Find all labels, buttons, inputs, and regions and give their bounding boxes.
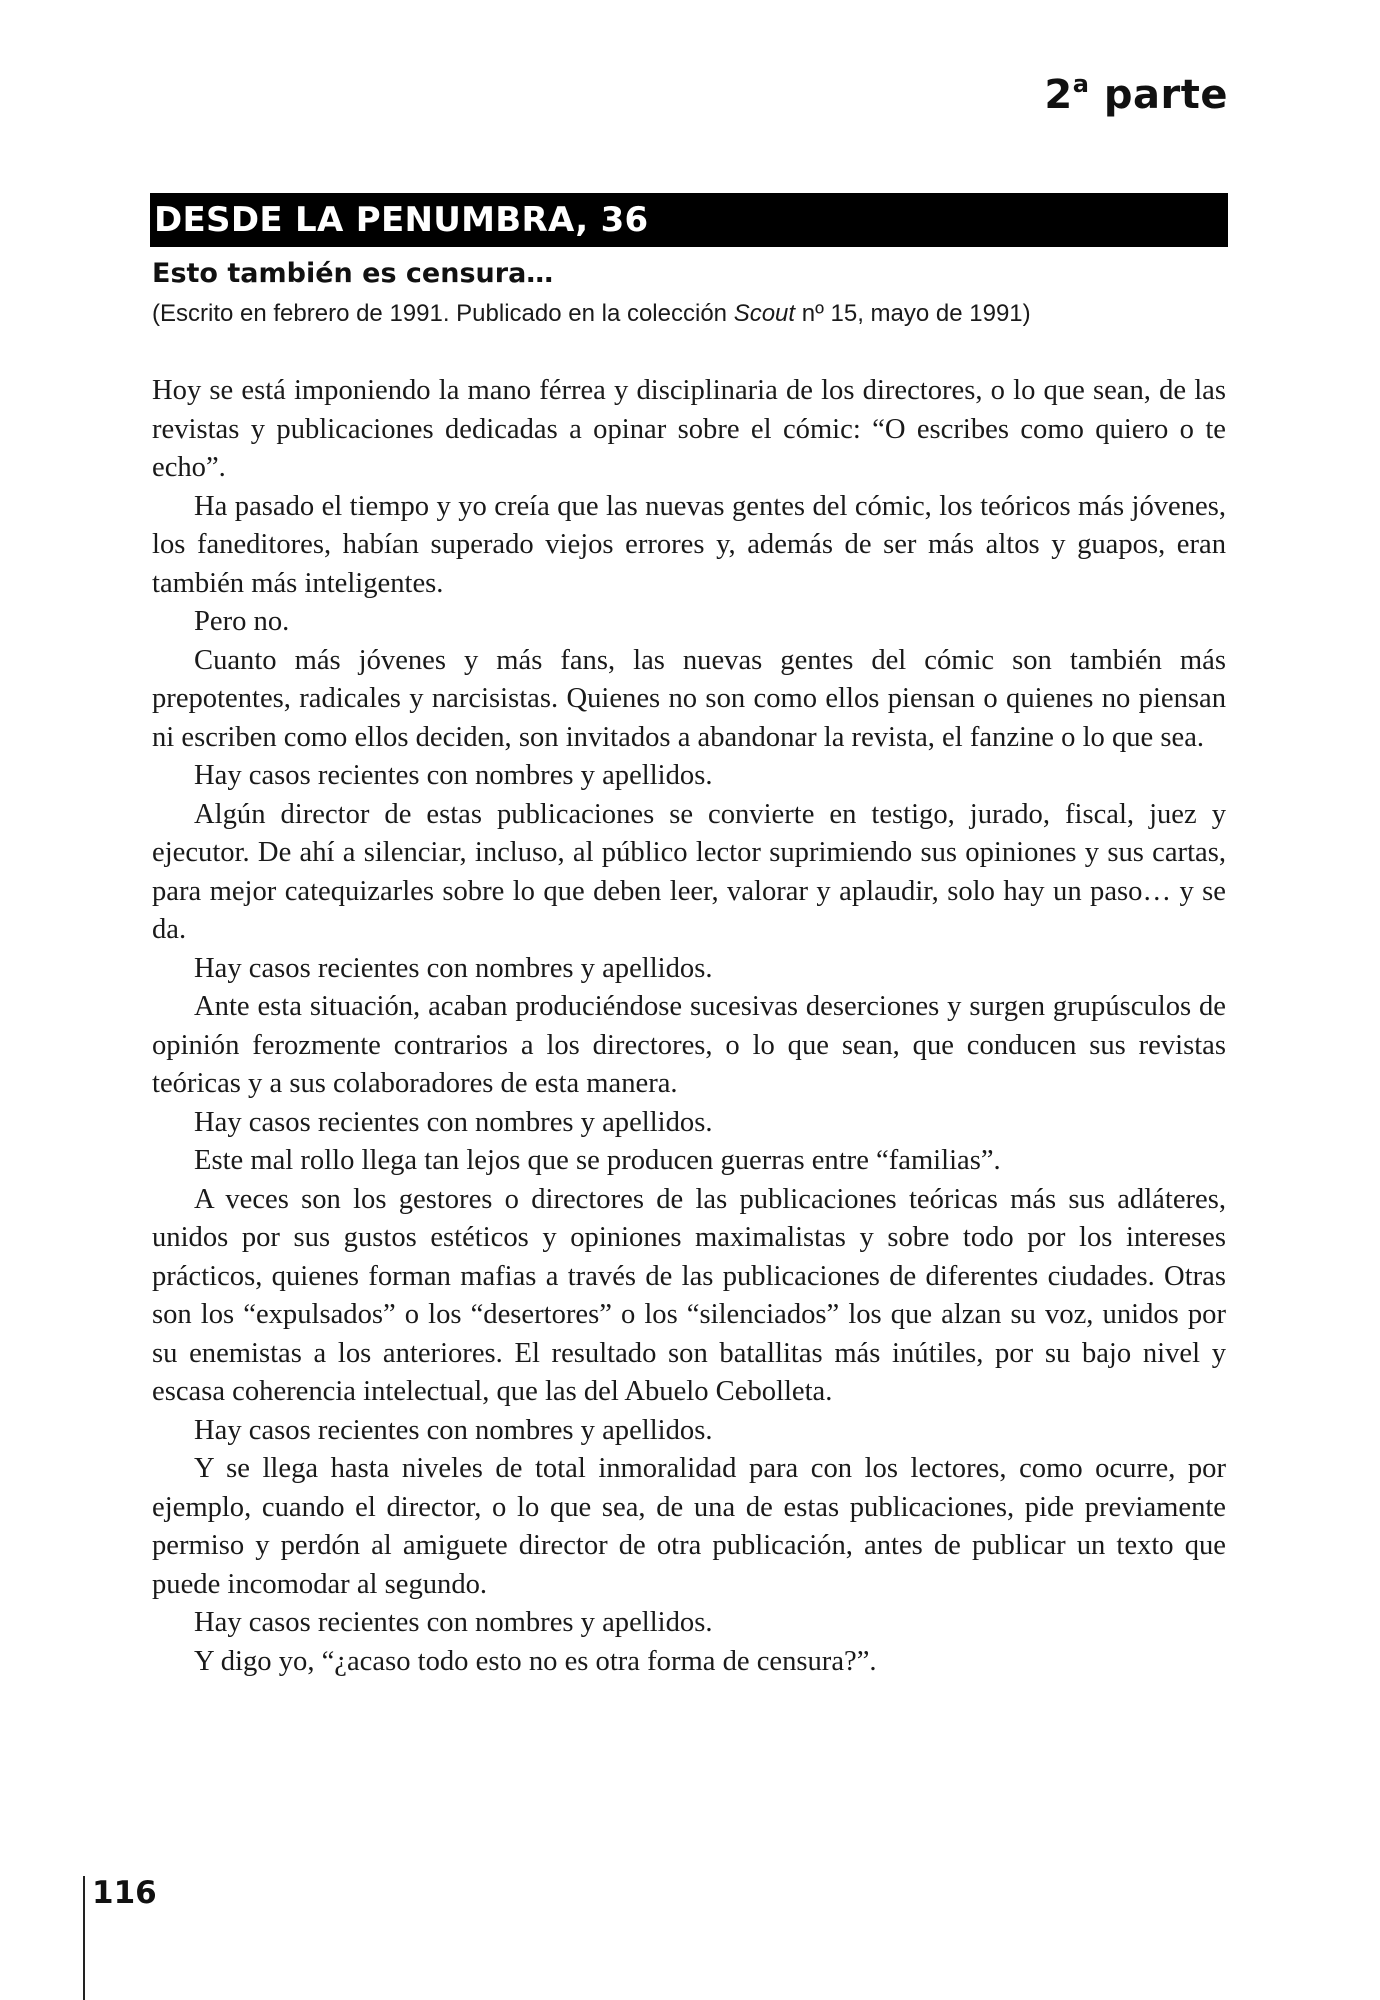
paragraph: Cuanto más jóvenes y más fans, las nuevas gentes del cómic son también más prepotentes, radicales y narcisistas. Quienes no son como ellos piensan o quienes no piensan ni escriben como ellos deciden, son invitados a abandonar la revista, el fanzine o lo que sea. (152, 644, 1226, 753)
paragraph: Este mal rollo llega tan lejos que se producen guerras entre “familias”. (194, 1145, 1001, 1176)
paragraph: A veces son los gestores o directores de las publicaciones teóricas más sus adláteres, unidos por sus gustos estéticos y opiniones maximalistas y sobre todo por los intereses prácticos, quienes forman mafias a través de las publicaciones de diferentes ciudades. Otras son los “expulsados” o los “desertores” o los “silenciados” los que alzan su voz, unidos por su enemistas a los anteriores. El resultado son batallitas más inútiles, por su bajo nivel y escasa coherencia intelectual, que las del Abuelo Cebolleta. (152, 1183, 1226, 1407)
paragraph: Y digo yo, “¿acaso todo esto no es otra forma de censura?”. (194, 1645, 877, 1677)
part-word: parte (1103, 72, 1228, 118)
paragraph: Pero no. (194, 606, 290, 637)
section-title-bar (150, 193, 1228, 247)
article-body (152, 372, 1226, 1681)
paragraph: Y se llega hasta niveles de total inmoralidad para con los lectores, como ocurre, por ejemplo, cuando el director, o lo que sea, de una de estas publicaciones, pide previamente permiso y perdón al amiguete director de otra publicación, antes de publicar un texto que puede incomodar al segundo. (152, 1453, 1226, 1600)
paragraph: Hoy se está imponiendo la mano férrea y disciplinaria de los directores, o lo que sean, de las revistas y publicaciones dedicadas a opinar sobre el cómic: “O escribes como quiero o te echo”. (152, 375, 1226, 483)
part-ordinal: a (1072, 70, 1090, 98)
part-number: 2 (1044, 72, 1073, 118)
publication-note-collection: Scout (733, 300, 796, 327)
paragraph: Algún director de estas publicaciones se convierte en testigo, jurado, fiscal, juez y ejecutor. De ahí a silenciar, incluso, al público lector suprimiendo sus opiniones y sus cartas, para mejor catequizarles sobre lo que deben leer, valorar y aplaudir, solo hay un paso… y se da. (152, 798, 1226, 945)
section-title: DESDE LA PENUMBRA, 36 (154, 200, 649, 240)
paragraph: Hay casos recientes con nombres y apellidos. (194, 952, 713, 984)
paragraph: Ante esta situación, acaban produciéndose sucesivas deserciones y surgen grupúsculos de opinión ferozmente contrarios a los directores, o lo que sean, que conducen sus revistas teóricas y a sus colaboradores de esta manera. (152, 991, 1226, 1099)
paragraph: Ha pasado el tiempo y yo creía que las nuevas gentes del cómic, los teóricos más jóvenes, los faneditores, habían superado viejos errores y, además de ser más altos y guapos, eran también más inteligentes. (152, 490, 1226, 599)
publication-note (152, 300, 1031, 328)
paragraph: Hay casos recientes con nombres y apellidos. (194, 1414, 713, 1446)
part-heading (1044, 70, 1228, 118)
paragraph: Hay casos recientes con nombres y apellidos. (194, 1607, 713, 1638)
section-subtitle: Esto también es censura… (152, 258, 554, 289)
paragraph: Hay casos recientes con nombres y apellidos. (194, 760, 713, 791)
paragraph: Hay casos recientes con nombres y apellidos. (194, 1106, 713, 1138)
publication-note-start: (Escrito en febrero de 1991. Publicado en la colección (152, 300, 734, 327)
page-number: 116 (92, 1875, 157, 1911)
publication-note-end: nº 15, mayo de 1991) (795, 300, 1031, 327)
page-margin-rule (83, 1876, 85, 2000)
